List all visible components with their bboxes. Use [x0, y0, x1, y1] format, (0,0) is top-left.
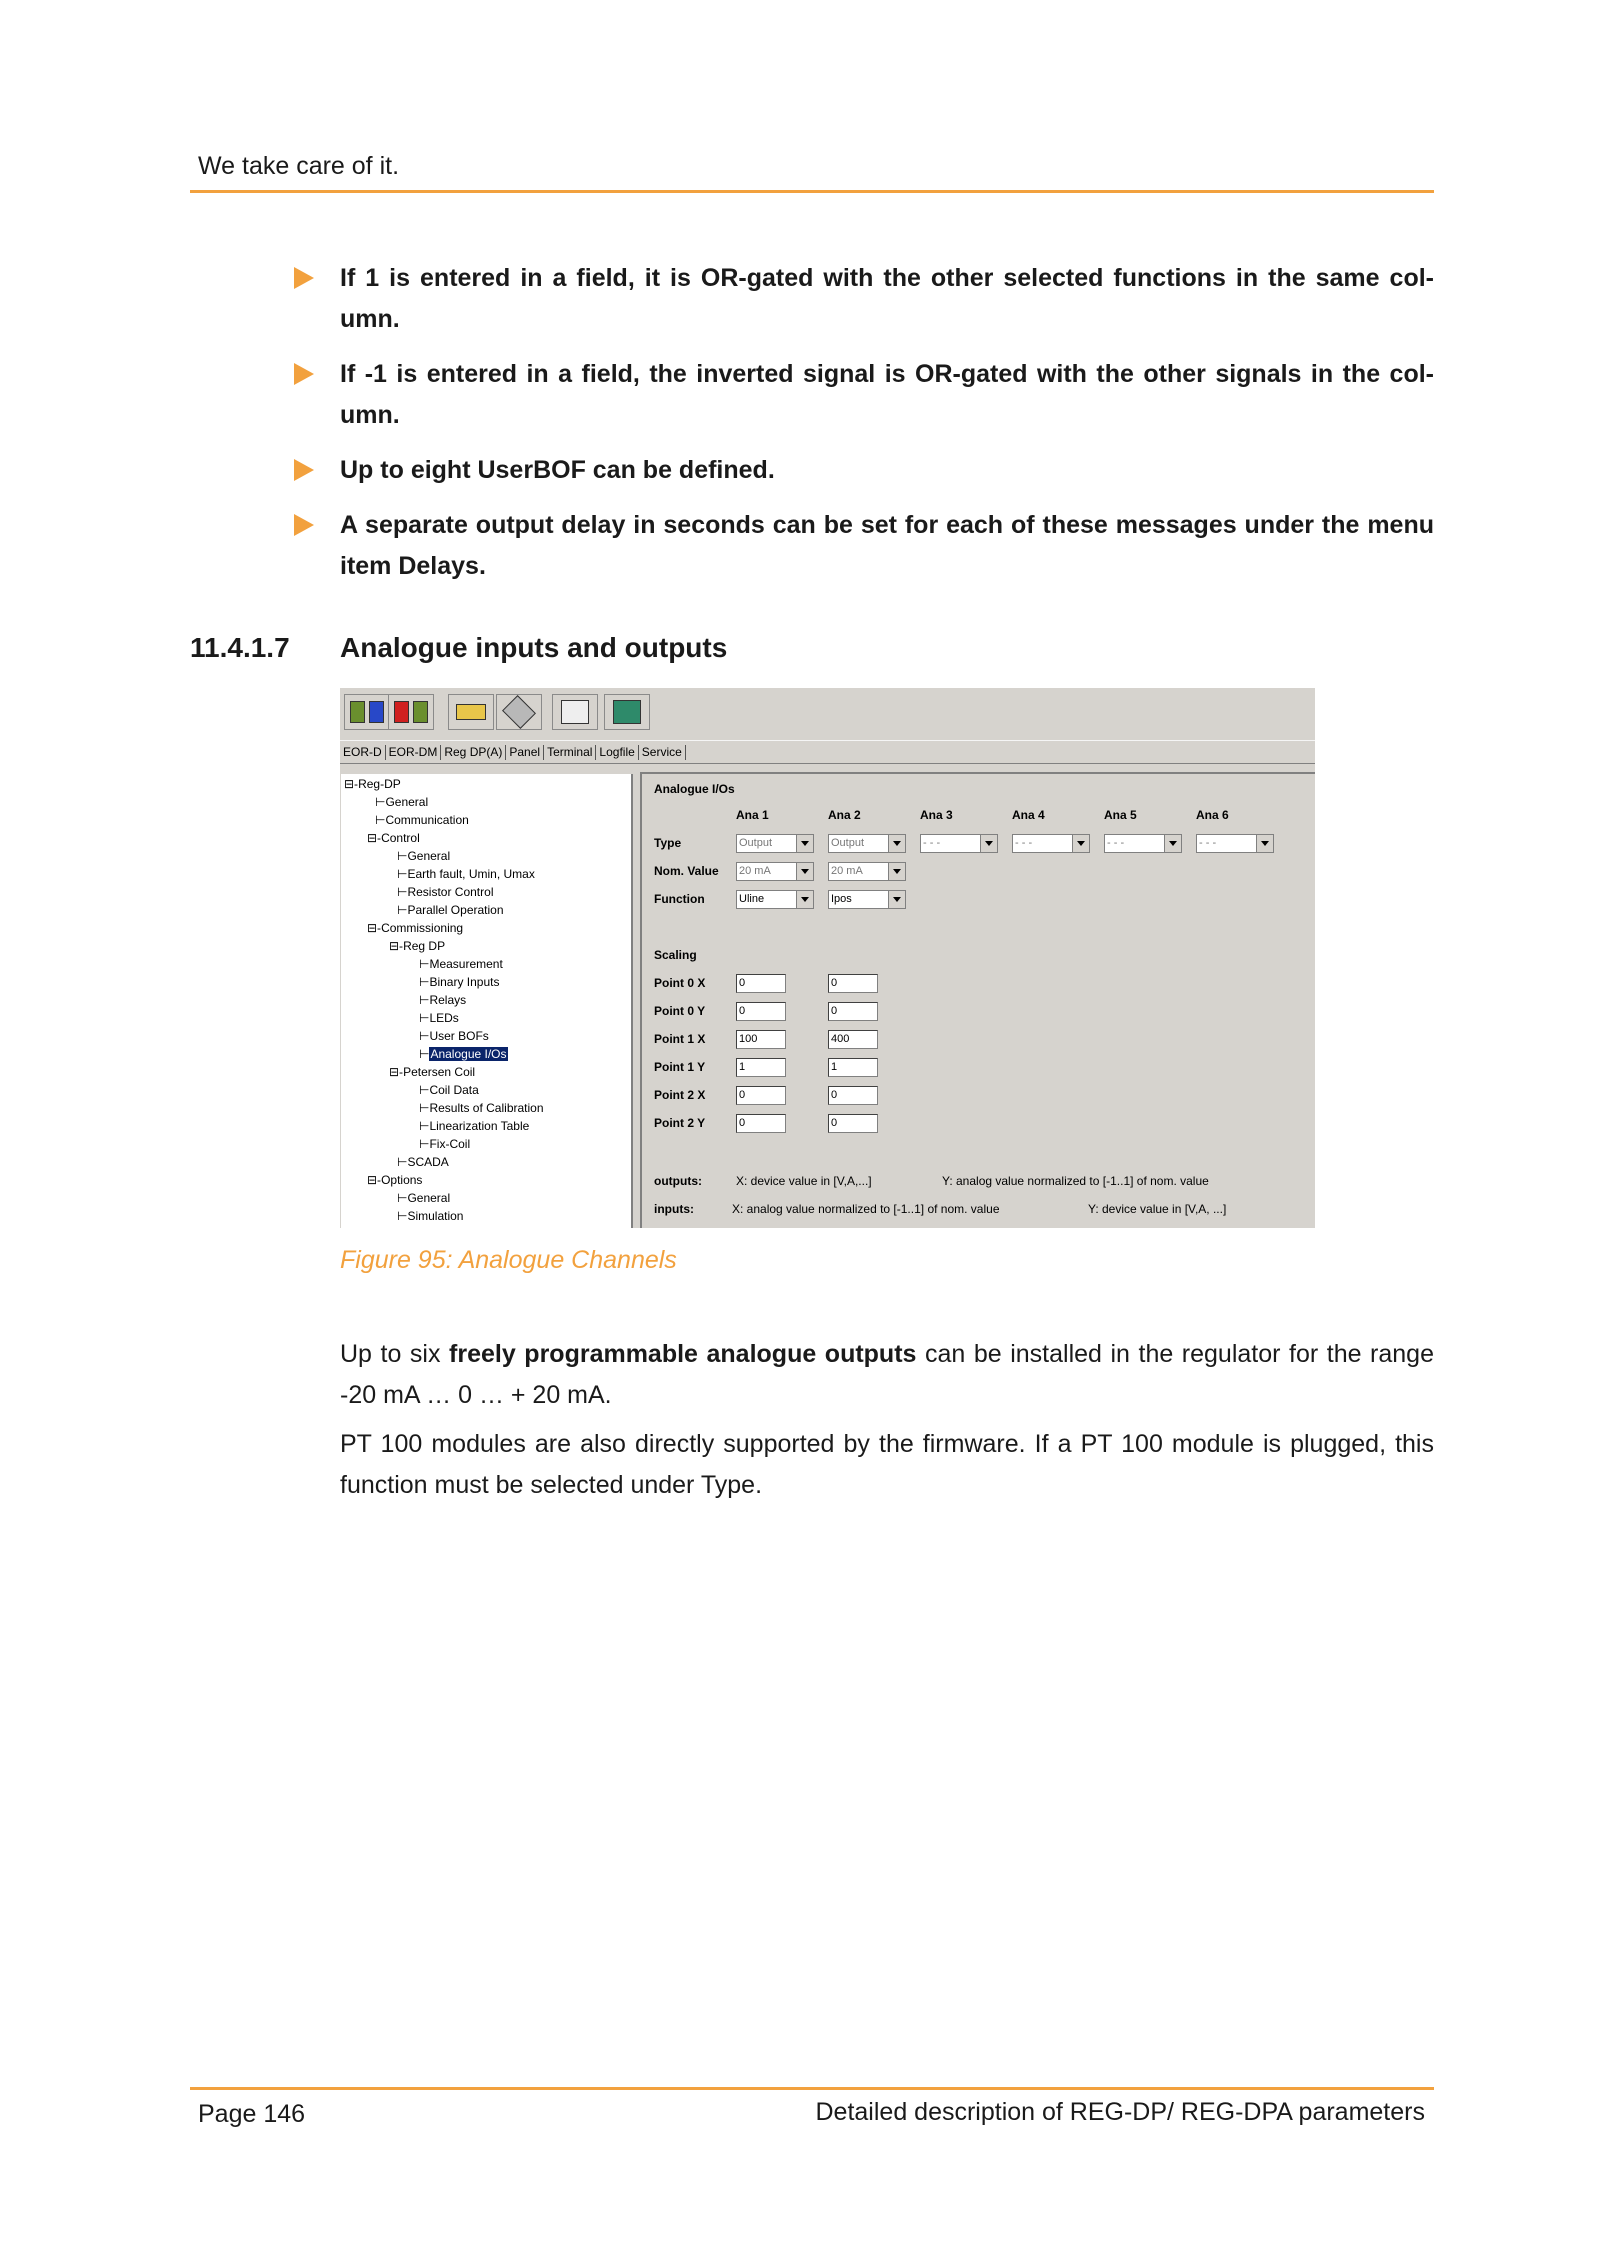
- function-label: Function: [654, 892, 705, 906]
- point-0x-ana2-input[interactable]: 0: [828, 974, 878, 993]
- paragraph: PT 100 modules are also directly supported by the firmware. If a PT 100 module is plugged, this function must be selected under Type.: [340, 1430, 1434, 1499]
- tree-item-leds[interactable]: ⊢LEDs: [419, 1011, 459, 1025]
- disk-icon: [502, 695, 536, 729]
- bullet-text: A separate output delay in seconds can be set for each of these messages under the menu item Delays.: [340, 511, 1434, 580]
- tree-item-user-bofs[interactable]: ⊢User BOFs: [419, 1029, 489, 1043]
- tree-item-earth-fault[interactable]: ⊢Earth fault, Umin, Umax: [397, 867, 535, 881]
- point-1y-ana1-input[interactable]: 1: [736, 1058, 786, 1077]
- bullet-item: [290, 258, 1434, 340]
- toolbar-button-exit[interactable]: [604, 694, 650, 730]
- tree-item-control-general[interactable]: ⊢General: [397, 849, 451, 863]
- type-dropdown-ana2[interactable]: Output: [828, 834, 906, 853]
- analogue-io-panel: [640, 772, 1315, 1228]
- eor-icon: [350, 701, 365, 723]
- tree-item-control[interactable]: ⊟-Control: [367, 831, 420, 845]
- tree-item-coil-data[interactable]: ⊢Coil Data: [419, 1083, 479, 1097]
- point-label: Point 2 X: [654, 1088, 706, 1102]
- tree-item-analogue-ios[interactable]: ⊢Analogue I/Os: [419, 1047, 507, 1061]
- type-dropdown-ana1[interactable]: Output: [736, 834, 814, 853]
- panel-title: Analogue I/Os: [654, 782, 735, 796]
- chevron-down-icon: [796, 863, 813, 880]
- navigation-tree: [341, 774, 633, 1228]
- inputs-label: inputs:: [654, 1202, 694, 1216]
- nom-value-dropdown-ana2[interactable]: 20 mA: [828, 862, 906, 881]
- type-dropdown-ana6[interactable]: - - -: [1196, 834, 1274, 853]
- scaling-label: Scaling: [654, 948, 697, 962]
- exit-icon: [613, 700, 641, 724]
- toolbar-button-eor[interactable]: [344, 694, 390, 730]
- tree-item-options-general[interactable]: ⊢General: [397, 1191, 451, 1205]
- outputs-x-note: X: device value in [V,A,...]: [736, 1174, 872, 1188]
- header-rule: [190, 190, 1434, 193]
- outputs-y-note: Y: analog value normalized to [-1..1] of nom. value: [942, 1174, 1209, 1188]
- open-folder-icon: [456, 704, 486, 720]
- nom-value-label: Nom. Value: [654, 864, 719, 878]
- point-0x-ana1-input[interactable]: 0: [736, 974, 786, 993]
- paragraph: Up to six freely programmable analogue outputs can be installed in the regulator for the range -20 mA … 0 … + 20 mA.: [340, 1340, 1434, 1409]
- page-number: Page 146: [198, 2100, 306, 2128]
- bullet-text: Up to eight UserBOF can be defined.: [340, 456, 775, 484]
- chevron-down-icon: [1164, 835, 1181, 852]
- chevron-down-icon: [888, 835, 905, 852]
- type-dropdown-ana4[interactable]: - - -: [1012, 834, 1090, 853]
- column-header-ana5: Ana 5: [1104, 808, 1137, 822]
- point-2x-ana1-input[interactable]: 0: [736, 1086, 786, 1105]
- tab-logfile[interactable]: Logfile: [596, 745, 638, 760]
- tree-item-communication[interactable]: ⊢Communication: [375, 813, 469, 827]
- column-header-ana1: Ana 1: [736, 808, 769, 822]
- module-tab-bar: [340, 740, 1315, 764]
- footer-title: Detailed description of REG-DP/ REG-DPA parameters: [815, 2098, 1425, 2126]
- point-1y-ana2-input[interactable]: 1: [828, 1058, 878, 1077]
- tree-item-relays[interactable]: ⊢Relays: [419, 993, 467, 1007]
- type-dropdown-ana5[interactable]: - - -: [1104, 834, 1182, 853]
- point-label: Point 1 Y: [654, 1060, 706, 1074]
- upload-icon: [394, 701, 409, 723]
- point-1x-ana1-input[interactable]: 100: [736, 1030, 786, 1049]
- tree-item-resistor-control[interactable]: ⊢Resistor Control: [397, 885, 494, 899]
- tree-item-options[interactable]: ⊟-Options: [367, 1173, 423, 1187]
- bullet-item: [290, 354, 1434, 436]
- tree-item-reg-dp[interactable]: ⊟-Reg-DP: [344, 777, 401, 791]
- bullet-arrow-icon: [294, 514, 314, 536]
- tab-eor-dm[interactable]: EOR-DM: [386, 745, 442, 760]
- point-0y-ana2-input[interactable]: 0: [828, 1002, 878, 1021]
- type-dropdown-ana3[interactable]: - - -: [920, 834, 998, 853]
- function-dropdown-ana1[interactable]: Uline: [736, 890, 814, 909]
- chevron-down-icon: [888, 863, 905, 880]
- outputs-label: outputs:: [654, 1174, 702, 1188]
- toolbar-button-save[interactable]: [496, 694, 542, 730]
- toolbar-button-print[interactable]: [552, 694, 598, 730]
- toolbar-button-open[interactable]: [448, 694, 494, 730]
- section-title: Analogue inputs and outputs: [340, 632, 728, 663]
- point-label: Point 1 X: [654, 1032, 706, 1046]
- tree-item-linearization-table[interactable]: ⊢Linearization Table: [419, 1119, 530, 1133]
- tree-item-binary-inputs[interactable]: ⊢Binary Inputs: [419, 975, 500, 989]
- nom-value-dropdown-ana1[interactable]: 20 mA: [736, 862, 814, 881]
- function-dropdown-ana2[interactable]: Ipos: [828, 890, 906, 909]
- point-2x-ana2-input[interactable]: 0: [828, 1086, 878, 1105]
- tree-item-general[interactable]: ⊢General: [375, 795, 429, 809]
- bullet-text: If 1 is entered in a field, it is OR-gated with the other selected functions in the same col-umn.: [340, 264, 1434, 333]
- column-header-ana4: Ana 4: [1012, 808, 1045, 822]
- figure-caption: Figure 95: Analogue Channels: [340, 1246, 677, 1274]
- tab-eor-d[interactable]: EOR-D: [340, 745, 386, 760]
- bullet-arrow-icon: [294, 267, 314, 289]
- tree-item-results-calibration[interactable]: ⊢Results of Calibration: [419, 1101, 544, 1115]
- point-1x-ana2-input[interactable]: 400: [828, 1030, 878, 1049]
- chevron-down-icon: [1072, 835, 1089, 852]
- column-header-ana6: Ana 6: [1196, 808, 1229, 822]
- bullet-item: [290, 505, 1434, 587]
- software-screenshot: [340, 688, 1315, 1228]
- page-header-tagline: We take care of it.: [198, 152, 400, 180]
- point-label: Point 0 Y: [654, 1004, 706, 1018]
- point-2y-ana2-input[interactable]: 0: [828, 1114, 878, 1133]
- body-text: [340, 1334, 1434, 1514]
- tree-item-parallel-operation[interactable]: ⊢Parallel Operation: [397, 903, 504, 917]
- tree-item-reg-dp-sub[interactable]: ⊟-Reg DP: [389, 939, 446, 953]
- column-header-ana2: Ana 2: [828, 808, 861, 822]
- tab-terminal[interactable]: Terminal: [544, 745, 596, 760]
- point-label: Point 2 Y: [654, 1116, 706, 1130]
- chevron-down-icon: [796, 891, 813, 908]
- chevron-down-icon: [980, 835, 997, 852]
- type-label: Type: [654, 836, 682, 850]
- point-2y-ana1-input[interactable]: 0: [736, 1114, 786, 1133]
- point-label: Point 0 X: [654, 976, 706, 990]
- point-0y-ana1-input[interactable]: 0: [736, 1002, 786, 1021]
- tree-item-simulation[interactable]: ⊢Simulation: [397, 1209, 464, 1223]
- inputs-x-note: X: analog value normalized to [-1..1] of nom. value: [732, 1202, 1000, 1216]
- tab-panel[interactable]: Panel: [506, 745, 544, 760]
- column-header-ana3: Ana 3: [920, 808, 953, 822]
- tree-item-commissioning[interactable]: ⊟-Commissioning: [367, 921, 464, 935]
- section-number: 11.4.1.7: [190, 632, 290, 663]
- tree-item-scada[interactable]: ⊢SCADA: [397, 1155, 449, 1169]
- footer-rule: [190, 2087, 1434, 2090]
- inputs-y-note: Y: device value in [V,A, ...]: [1088, 1202, 1227, 1216]
- printer-icon: [561, 700, 589, 724]
- toolbar-button-reg[interactable]: [388, 694, 434, 730]
- bullet-text: If -1 is entered in a field, the inverted signal is OR-gated with the other signals in the col-umn.: [340, 360, 1434, 429]
- chevron-down-icon: [796, 835, 813, 852]
- tab-reg-dpa[interactable]: Reg DP(A): [441, 745, 506, 760]
- bullet-arrow-icon: [294, 363, 314, 385]
- chevron-down-icon: [888, 891, 905, 908]
- bullet-arrow-icon: [294, 459, 314, 481]
- tree-item-measurement[interactable]: ⊢Measurement: [419, 957, 503, 971]
- tree-item-fix-coil[interactable]: ⊢Fix-Coil: [419, 1137, 471, 1151]
- tree-item-petersen-coil[interactable]: ⊟-Petersen Coil: [389, 1065, 476, 1079]
- bullet-item: [290, 450, 1434, 491]
- bullet-list: [290, 258, 1434, 601]
- chevron-down-icon: [1256, 835, 1273, 852]
- transfer-icon: [369, 701, 384, 723]
- tab-service[interactable]: Service: [639, 745, 686, 760]
- device-icon: [413, 701, 428, 723]
